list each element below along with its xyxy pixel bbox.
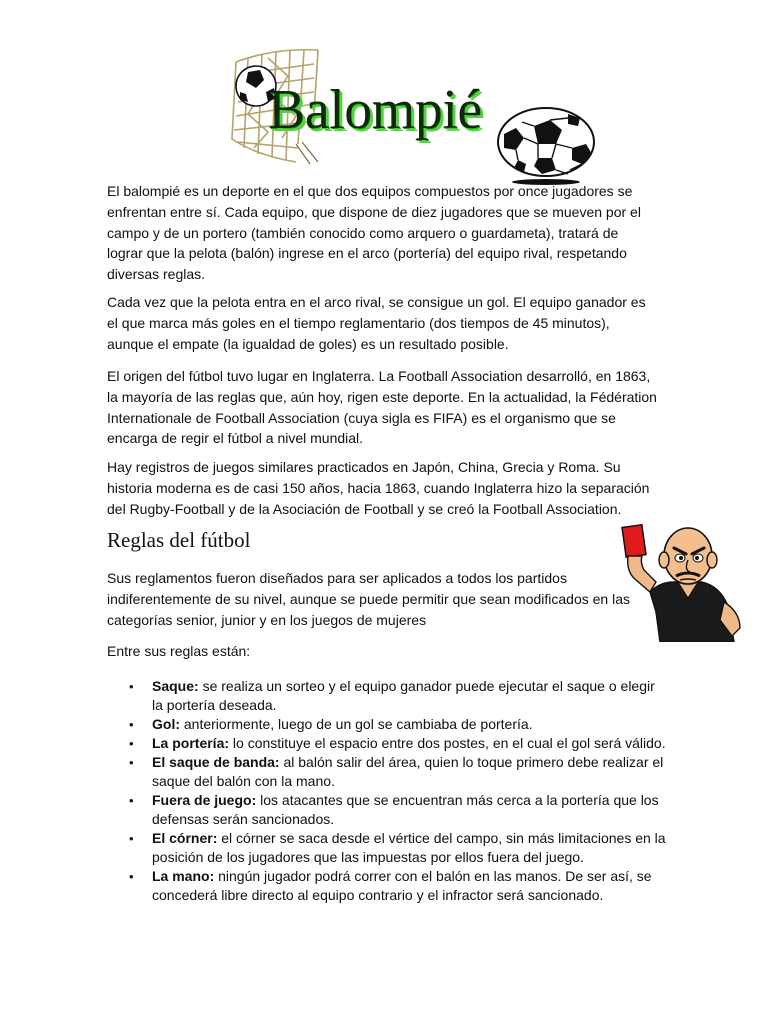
rule-term: El córner: <box>152 830 218 846</box>
list-item <box>107 791 667 829</box>
goal-paragraph: Cada vez que la pelota entra en el arco rival, se consigue un gol. El equipo ganador es el que marca más goles en el tiempo reglamentario (dos tiempos de 45 minutos), aunque el empate (la igualdad de goles) es un resultado posible. <box>107 294 646 352</box>
list-item <box>107 677 667 715</box>
intro-paragraph: El balompié es un deporte en el que dos equipos compuestos por once jugadores se enfrentan entre sí. Cada equipo, que dispone de diez jugadores que se mueven por el campo y de un portero (también conocido como arquero o guardameta), tratará de lograr que la pelota (balón) ingrese en el arco (portería) del equipo rival, respetando diversas reglas. <box>107 183 641 283</box>
list-item <box>107 715 667 734</box>
bullet: • <box>129 755 134 770</box>
list-item <box>107 753 667 791</box>
regulations-paragraph: Sus reglamentos fueron diseñados para ser aplicados a todos los partidos indiferentemente de su nivel, aunque se puede permitir que sean modificados en las categorías senior, junior y en los juegos de mujeres <box>107 570 630 628</box>
rule-text: anteriormente, luego de un gol se cambiaba de portería. <box>180 716 533 732</box>
rule-text: el córner se saca desde el vértice del campo, sin más limitaciones en la posición de los jugadores que las impuestas por ellos fuera del juego. <box>152 830 666 865</box>
bullet: • <box>129 831 134 846</box>
rules-list <box>107 677 667 905</box>
bullet: • <box>129 736 134 751</box>
section-heading-rules: Reglas del fútbol <box>107 528 251 552</box>
rules-intro: Entre sus reglas están: <box>107 643 251 659</box>
rule-text: los atacantes que se encuentran más cerca a la portería que los defensas serán sancionados. <box>152 792 659 827</box>
list-item <box>107 867 667 905</box>
bullet: • <box>129 679 134 694</box>
bullet: • <box>129 793 134 808</box>
rule-text: se realiza un sorteo y el equipo ganador puede ejecutar el saque o elegir la portería deseada. <box>152 678 655 713</box>
rule-term: La mano: <box>152 868 215 884</box>
origin-paragraph: El origen del fútbol tuvo lugar en Inglaterra. La Football Association desarrolló, en 1863, la mayoría de las reglas que, aún hoy, rigen este deporte. En la actualidad, la Fédération Internationale de Football Association (cuya sigla es FIFA) es el organismo que se encarga de regir el fútbol a nivel mundial. <box>107 368 657 447</box>
soccer-ball-icon <box>494 104 598 186</box>
rule-text: ningún jugador podrá correr con el balón en las manos. De ser así, se concederá libre directo al equipo contrario y el infractor será sancionado. <box>152 868 652 903</box>
rule-term: Saque: <box>152 678 199 694</box>
document-title: Balompié <box>268 79 482 141</box>
bullet: • <box>129 717 134 732</box>
rule-text: al balón salir del área, quien lo toque primero debe realizar el saque del balón con la mano. <box>152 754 664 789</box>
rule-term: La portería: <box>152 735 230 751</box>
referee-red-card-icon <box>620 516 746 642</box>
list-item <box>107 829 667 867</box>
rule-term: El saque de banda: <box>152 754 280 770</box>
rule-text: lo constituye el espacio entre dos postes, en el cual el gol será válido. <box>229 735 666 751</box>
list-item <box>107 734 667 753</box>
history-paragraph: Hay registros de juegos similares practicados en Japón, China, Grecia y Roma. Su historia moderna es de casi 150 años, hacia 1863, cuando Inglaterra hizo la separación del Rugby-Football y de la Asociación de Football y se creó la Football Association. <box>107 459 650 517</box>
bullet: • <box>129 869 134 884</box>
rule-term: Gol: <box>152 716 180 732</box>
rule-term: Fuera de juego: <box>152 792 257 808</box>
title-block <box>268 78 518 148</box>
